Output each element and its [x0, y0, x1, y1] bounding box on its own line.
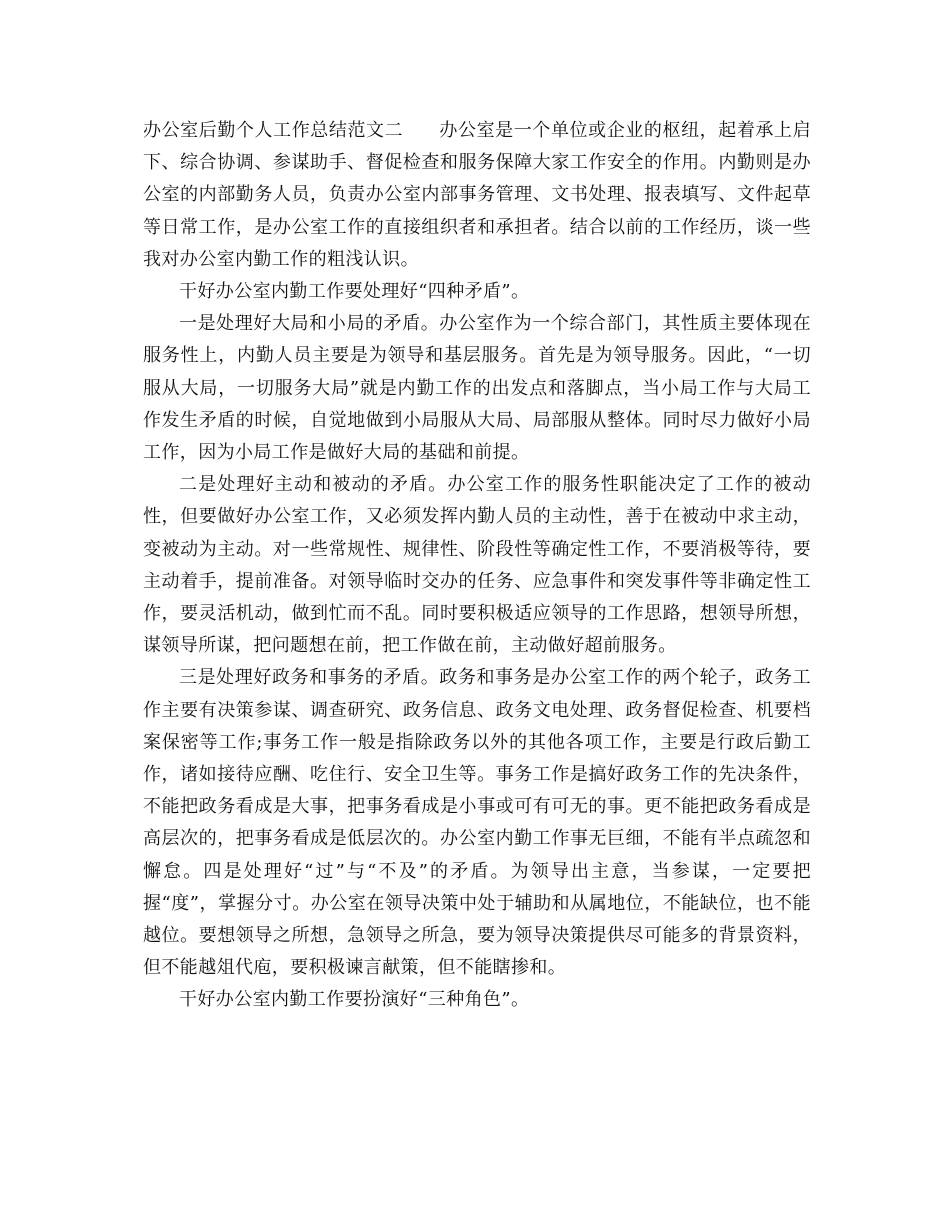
document-title: 办公室后勤个人工作总结范文二 [143, 120, 404, 141]
intro-text: 办公室是一个单位或企业的枢纽，起着承上启下、综合协调、参谋助手、督促检查和服务保障大家工作安全的作用。内勤则是办公室的内部勤务人员，负责办公室内部事务管理、文书处理、报表填写、文件起草等日常工作，是办公室工作的直接组织者和承担者。结合以前的工作经历，谈一些我对办公室内勤工作的粗浅认识。 [143, 120, 811, 270]
paragraph-government-vs-affairs: 三是处理好政务和事务的矛盾。政务和事务是办公室工作的两个轮子，政务工作主要有决策参谋、调查研究、政务信息、政务文电处理、政务督促检查、机要档案保密等工作;事务工作一般是指除政务以外的其他各项工作，主要是行政后勤工作，诸如接待应酬、吃住行、安全卫生等。事务工作是搞好政务工作的先决条件，不能把政务看成是大事，把事务看成是小事或可有可无的事。更不能把政务看成是高层次的，把事务看成是低层次的。办公室内勤工作事无巨细，不能有半点疏忽和懈怠。四是处理好“过”与“不及”的矛盾。为领导出主意，当参谋，一定要把握“度”，掌握分寸。办公室在领导决策中处于辅助和从属地位，不能缺位，也不能越位。要想领导之所想，急领导之所急，要为领导决策提供尽可能多的背景资料，但不能越俎代庖，要积极谏言献策，但不能瞎掺和。 [143, 667, 811, 979]
section-heading-three-roles: 干好办公室内勤工作要扮演好“三种角色”。 [179, 989, 530, 1011]
document-body [143, 115, 811, 1017]
section-heading-four-contradictions: 干好办公室内勤工作要处理好“四种矛盾”。 [179, 281, 530, 303]
paragraph-overall-vs-local: 一是处理好大局和小局的矛盾。办公室作为一个综合部门，其性质主要体现在服务性上，内勤人员主要是为领导和基层服务。首先是为领导服务。因此，“一切服从大局，一切服务大局”就是内勤工作的出发点和落脚点，当小局工作与大局工作发生矛盾的时候，自觉地做到小局服从大局、局部服从整体。同时尽力做好小局工作，因为小局工作是做好大局的基础和前提。 [143, 313, 811, 464]
intro-paragraph [143, 115, 811, 276]
paragraph-active-vs-passive: 二是处理好主动和被动的矛盾。办公室工作的服务性职能决定了工作的被动性，但要做好办公室工作，又必须发挥内勤人员的主动性，善于在被动中求主动，变被动为主动。对一些常规性、规律性、阶段性等确定性工作，不要消极等待，要主动着手，提前准备。对领导临时交办的任务、应急事件和突发事件等非确定性工作，要灵活机动，做到忙而不乱。同时要积极适应领导的工作思路，想领导所想，谋领导所谋，把问题想在前，把工作做在前，主动做好超前服务。 [143, 474, 811, 657]
